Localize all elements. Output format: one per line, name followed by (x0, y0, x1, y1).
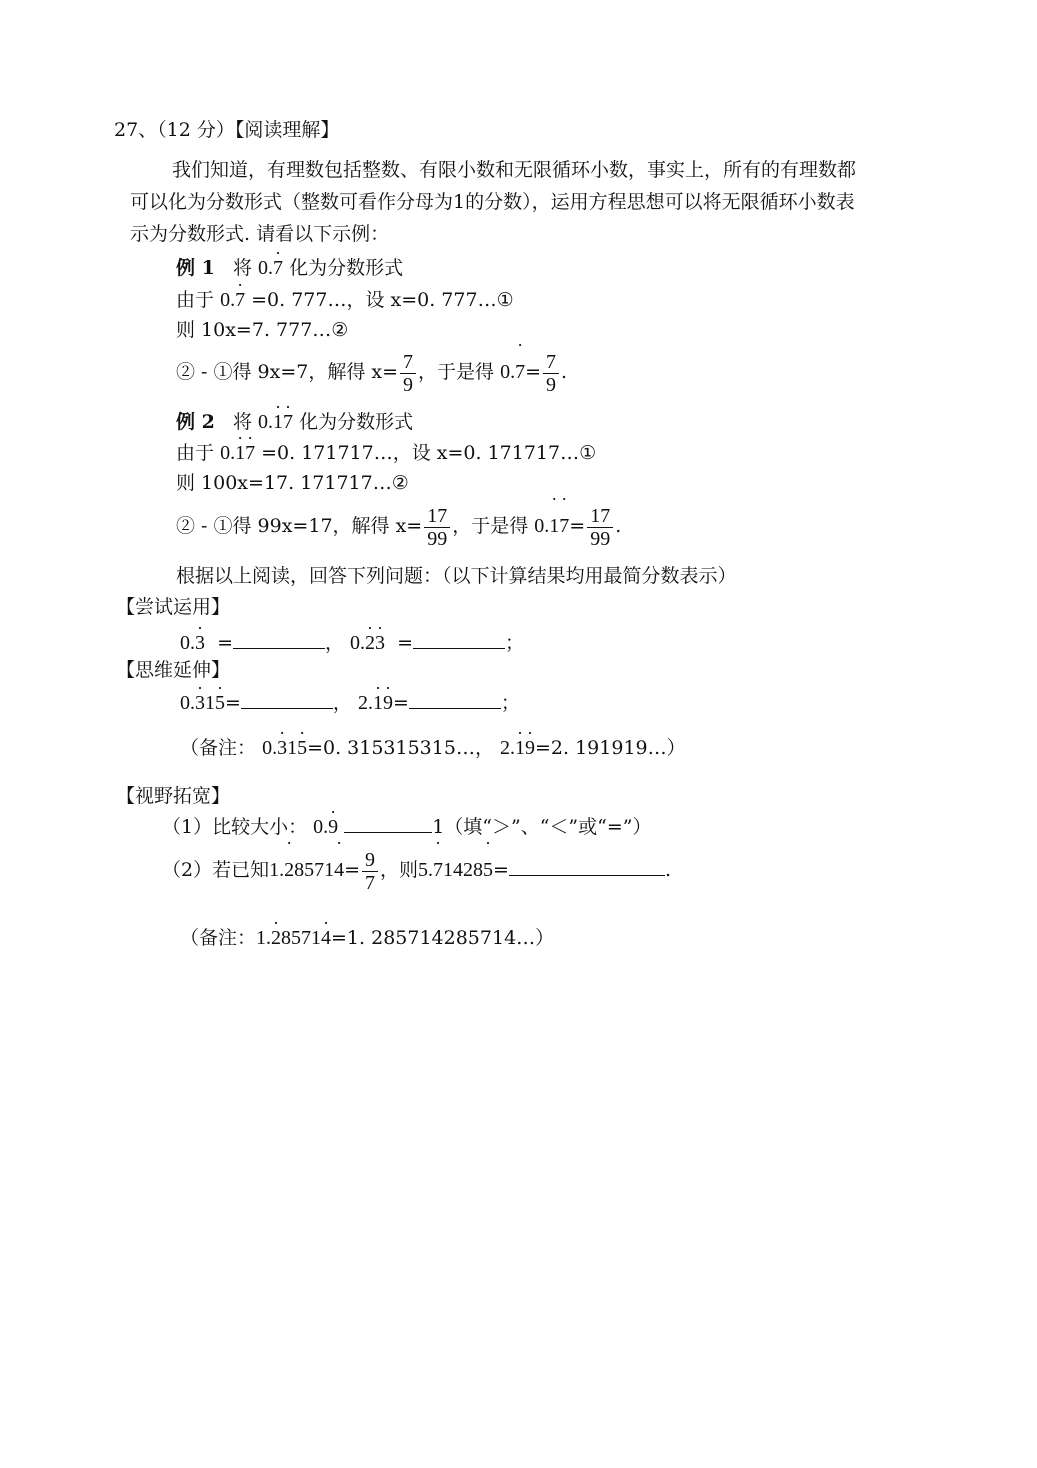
section1-heading: 【尝试运用】 (116, 596, 231, 618)
example1-number-3: 0.· 7 (500, 361, 525, 383)
example2-line3: 则 100x=17. 171717…② (176, 472, 409, 494)
intro-line-2: 可以化为分数形式（整数可看作分母为1的分数），运用方程思想可以将无限循环小数表 (130, 191, 855, 213)
answer-blank-1[interactable] (233, 630, 325, 649)
answer-blank-2[interactable] (413, 630, 505, 649)
intro-line-3: 示为分数形式. 请看以下示例： (130, 223, 390, 245)
example2-number-2: 0.· 1· 7 (220, 442, 255, 464)
section3-q2: （2）若已知1.· 28571· 4= $\frac{9}{7}$ ，则5.· 71428· 5= . (162, 846, 671, 894)
example1-fraction-x: $\frac{7}{9}$ (400, 351, 416, 396)
compare-blank[interactable] (344, 814, 432, 833)
section2-note-b-number: 2.· 1· 9 (500, 737, 535, 759)
section1-b-number: 0.· 2· 3 (350, 632, 385, 654)
example2-line2: 由于 0.· 1· 7 =0. 171717…，设 x=0. 171717…① (176, 441, 596, 465)
section3-q1: （1）比较大小： 0.· 9 1（填“＞”、“＜”或“=”） (162, 814, 651, 839)
example1-number-2: 0.· 7 (220, 289, 245, 311)
answer-blank-3[interactable] (241, 690, 333, 709)
section3-heading: 【视野拓宽】 (116, 785, 231, 807)
section2-answers: 0.· 31· 5= ， 2.· 1· 9= ； (180, 690, 520, 715)
section3-note-number: 1.· 28571· 4 (256, 927, 331, 949)
section1-answers: 0.· 3 = ， 0.· 2· 3 = ； (180, 630, 524, 655)
section2-heading: 【思维延伸】 (116, 659, 231, 681)
question-title: 27、（12 分）【阅读理解】 (114, 119, 340, 141)
section2-b-number: 2.· 1· 9 (358, 692, 393, 714)
example1-line3: 则 10x=7. 777…② (176, 319, 349, 341)
section3-q2-b-number: 5.· 71428· 5 (418, 859, 493, 881)
intro-line-1: 我们知道，有理数包括整数、有限小数和无限循环小数，事实上，所有的有理数都 (172, 159, 857, 181)
example1-line2: 由于 0.· 7 =0. 777…，设 x=0. 777…① (176, 288, 514, 312)
example2-task: 例 2 将 0.· 1· 7 化为分数形式 (176, 410, 413, 434)
answer-blank-5[interactable] (509, 857, 665, 876)
example1-line4: ② - ①得 9x=7，解得 x= $\frac{7}{9}$ ，于是得 0.· 7= $\frac{7}{9}$ . (176, 348, 567, 396)
example1-number: 0.· 7 (258, 257, 283, 279)
example2-number: 0.· 1· 7 (258, 411, 293, 433)
section2-a-number: 0.· 31· 5 (180, 692, 225, 714)
section3-q2-number: 1.· 28571· 4 (269, 859, 344, 881)
example2-number-3: 0.· 1· 7 (534, 515, 569, 537)
instruction: 根据以上阅读，回答下列问题：（以下计算结果均用最简分数表示） (176, 565, 737, 587)
example1-task-pre: 将 (232, 257, 252, 279)
section2-note: （备注： 0.· 31· 5=0. 315315315…， 2.· 1· 9=2. 191919…） (180, 736, 686, 760)
section3-q2-fraction: $\frac{9}{7}$ (362, 849, 378, 894)
example1-task (176, 256, 403, 280)
answer-blank-4[interactable] (409, 690, 501, 709)
example2-fraction-x: $\frac{17}{99}$ (424, 505, 450, 550)
section3-note: （备注：1.· 28571· 4=1. 285714285714…） (180, 926, 554, 950)
section3-q1-number: 0.· 9 (313, 816, 338, 838)
example1-fraction-result: $\frac{7}{9}$ (543, 351, 559, 396)
example2-line4: ② - ①得 99x=17，解得 x= $\frac{17}{99}$ ，于是得 0.· 1· 7= $\frac{17}{99}$ . (176, 502, 621, 550)
section2-note-a-number: 0.· 31· 5 (262, 737, 307, 759)
example1-label: 例 1 (176, 257, 215, 279)
section1-a-number: 0.· 3 (180, 632, 205, 654)
example2-fraction-result: $\frac{17}{99}$ (587, 505, 613, 550)
example1-task-post: 化为分数形式 (289, 257, 404, 279)
example2-label: 例 2 (176, 411, 215, 433)
